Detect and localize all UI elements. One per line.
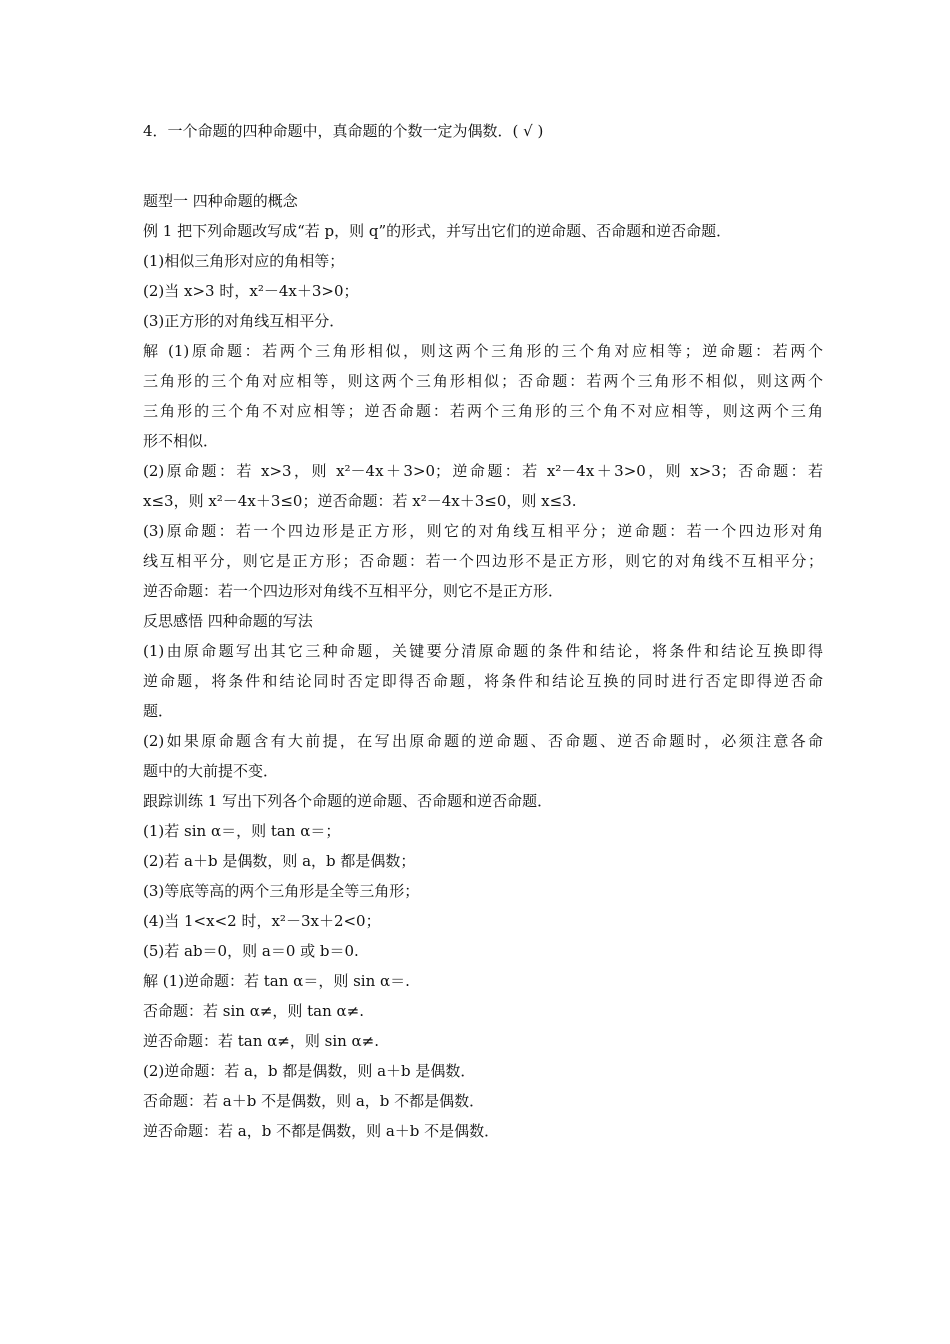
text-line: (3)正方形的对角线互相平分． — [143, 312, 345, 330]
text-line: (3)等底等高的两个三角形是全等三角形； — [143, 882, 420, 900]
text-line: (1)若 sin α＝，则 tan α＝； — [143, 822, 341, 840]
document-page — [143, 120, 823, 1150]
text-line: (2)若 a＋b 是偶数，则 a，b 都是偶数； — [143, 852, 416, 870]
text-line: 逆否命题：若 a，b 不都是偶数，则 a＋b 不是偶数． — [143, 1122, 500, 1140]
text-line: 逆否命题：若一个四边形对角线不互相平分，则它不是正方形． — [143, 582, 564, 600]
text-line: 逆命题，将条件和结论同时否定即得否命题，将条件和结论互换的同时进行否定即得逆否命 — [143, 672, 823, 690]
example-heading: 例 1 把下列命题改写成“若 p，则 q”的形式，并写出它们的逆命题、否命题和逆否命题． — [143, 222, 732, 240]
text-line: (5)若 ab＝0，则 a＝0 或 b＝0. — [143, 942, 359, 960]
text-line: 否命题：若 a＋b 不是偶数，则 a，b 不都是偶数． — [143, 1092, 485, 1110]
text-line: 线互相平分，则它是正方形；否命题：若一个四边形不是正方形，则它的对角线不互相平分； — [143, 552, 823, 570]
text-line: (2)当 x>3 时，x²－4x＋3>0； — [143, 282, 359, 300]
text-line: 否命题：若 sin α≠，则 tan α≠. — [143, 1002, 365, 1020]
text-line: (2)原命题：若 x>3，则 x²－4x＋3>0；逆命题：若 x²－4x＋3>0，则 x>3；否命题：若 — [143, 462, 823, 480]
text-line: 题． — [143, 702, 174, 720]
text-line: 逆否命题：若 tan α≠，则 sin α≠. — [143, 1032, 380, 1050]
text-line: (1)相似三角形对应的角相等； — [143, 252, 345, 270]
text-line: (1)由原命题写出其它三种命题，关键要分清原命题的条件和结论，将条件和结论互换即得 — [143, 642, 823, 660]
text-line: 4．一个命题的四种命题中，真命题的个数一定为偶数．( √ ) — [143, 122, 544, 140]
text-line: (2)逆命题：若 a，b 都是偶数，则 a＋b 是偶数． — [143, 1062, 476, 1080]
exercise-heading: 跟踪训练 1 写出下列各个命题的逆命题、否命题和逆否命题． — [143, 792, 553, 810]
section-heading: 反思感悟 四种命题的写法 — [143, 612, 313, 630]
text-line: (3)原命题：若一个四边形是正方形，则它的对角线互相平分；逆命题：若一个四边形对角 — [143, 522, 823, 540]
text-line: 形不相似． — [143, 432, 219, 450]
text-line: (2)如果原命题含有大前提，在写出原命题的逆命题、否命题、逆否命题时，必须注意各命 — [143, 732, 823, 750]
text-line: 三角形的三个角对应相等，则这两个三角形相似；否命题：若两个三角形不相似，则这两个 — [143, 372, 823, 390]
text-line: x≤3，则 x²－4x＋3≤0；逆否命题：若 x²－4x＋3≤0，则 x≤3. — [143, 492, 577, 510]
section-heading: 题型一 四种命题的概念 — [143, 192, 298, 210]
text-line: 解 (1)逆命题：若 tan α＝，则 sin α＝. — [143, 972, 410, 990]
text-line: 三角形的三个角不对应相等；逆否命题：若两个三角形的三个角不对应相等，则这两个三角 — [143, 402, 823, 420]
text-line: 题中的大前提不变． — [143, 762, 279, 780]
text-line: (4)当 1<x<2 时，x²－3x＋2<0； — [143, 912, 381, 930]
text-line: 解 (1)原命题：若两个三角形相似，则这两个三角形的三个角对应相等；逆命题：若两个 — [143, 342, 823, 360]
